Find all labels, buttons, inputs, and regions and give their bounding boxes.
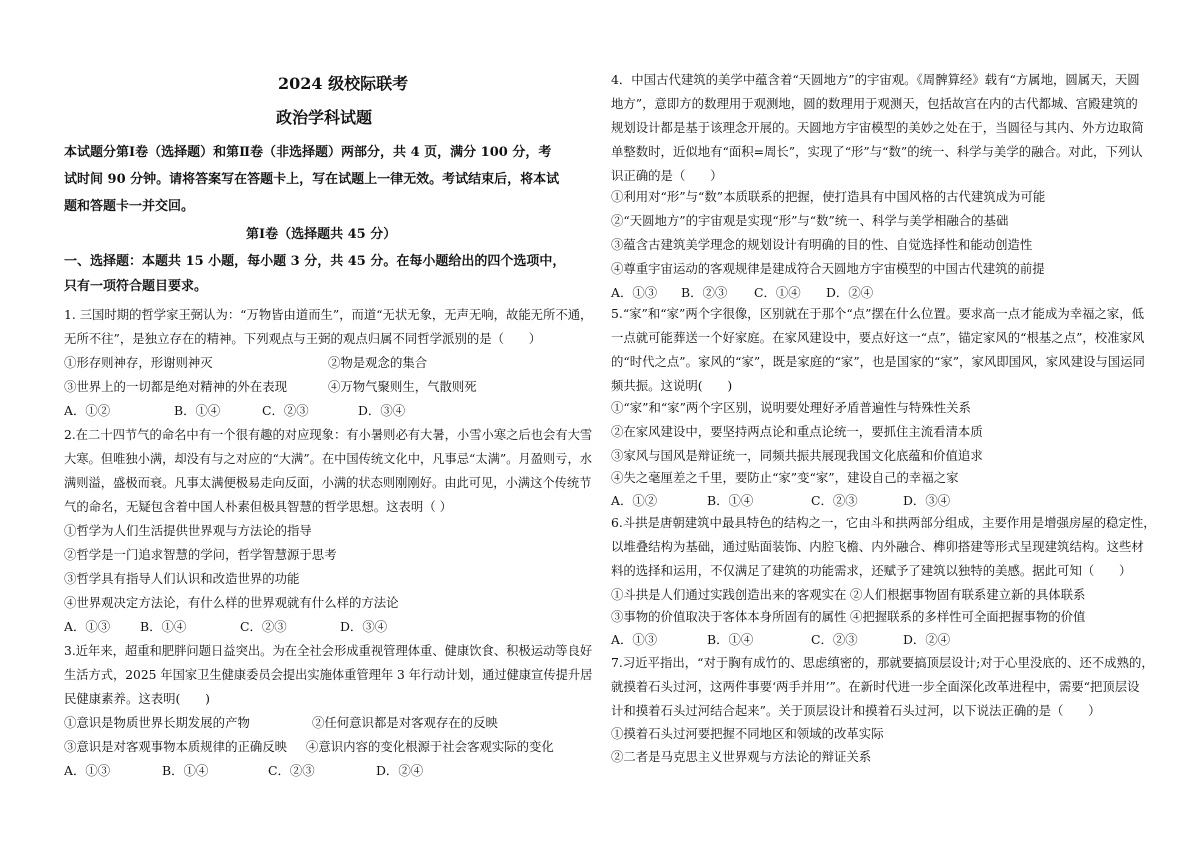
q5-option: ②在家风建设中，要坚持两点论和重点论统一，要抓住主流看清本质 <box>611 424 983 439</box>
q4-answer-d: D．②④ <box>826 285 874 300</box>
q4-stem: 4．中国古代建筑的美学中蕴含着“天圆地方”的宇宙观。《周髀算经》载有“方属地，圆属天，天圆 <box>611 72 1140 87</box>
q3-option: ④意识内容的变化根源于社会客观实际的变化 <box>306 739 554 754</box>
q4-option: ②“天圆地方”的宇宙观是实现“形”与“数”统一、科学与美学相融合的基础 <box>611 213 1009 228</box>
q5-option: ④失之毫厘差之千里，要防止“家”变“家”，建设自己的幸福之家 <box>611 470 959 485</box>
q6-stem: 6.斗拱是唐朝建筑中最具特色的结构之一，它由斗和拱两部分组成，主要作用是增强房屋的稳定性， <box>611 515 1156 530</box>
q7-stem: 7.习近平指出，“对于胸有成竹的、思虑缜密的，那就要搞顶层设计;对于心里没底的、还不成熟的， <box>611 655 1154 670</box>
q5-answer-b: B．①④ <box>707 493 754 508</box>
q6-option: ②人们根据事物固有联系建立新的具体联系 <box>850 587 1086 602</box>
q5-option: ③家风与国风是辩证统一，同频共振共展现我国文化底蕴和价值追求 <box>611 448 983 463</box>
q2-answer-b: B．①④ <box>140 619 187 634</box>
q5-stem: 5.“家”和“家”两个字很像，区别就在于那个“点”摆在什么位置。要求高一点才能成为幸福之家，低 <box>611 306 1145 321</box>
q2-option: ③哲学具有指导人们认识和改造世界的功能 <box>64 571 300 586</box>
q7-option: ②二者是马克思主义世界观与方法论的辩证关系 <box>611 749 872 764</box>
q6-stem: 料的选择和运用，不仅满足了建筑的功能需求，还赋予了建筑以独特的美感。据此可知（ ） <box>611 563 1132 578</box>
q3-option: ①意识是物质世界长期发展的产物 <box>64 715 250 730</box>
q3-stem: 民健康素养。这表明( ) <box>64 691 210 706</box>
q2-option: ②哲学是一门追求智慧的学问，哲学智慧源于思考 <box>64 547 337 562</box>
exam-title: 2024 级校际联考 <box>278 74 409 93</box>
q2-answer-d: D．③④ <box>340 619 388 634</box>
q6-option: ④把握联系的多样性可全面把握事物的价值 <box>850 609 1086 624</box>
q6-answer-a: A．①③ <box>611 632 658 647</box>
q4-stem: 识正确的是（ ） <box>611 168 723 183</box>
q3-answer-a: A．①③ <box>64 763 111 778</box>
q7-stem: 计和摸着石头过河结合起来”。关于顶层设计和摸着石头过河，以下说法正确的是（ ） <box>611 703 1101 718</box>
q2-stem: 大寒。但唯独小满，却没有与之对应的“大满”。在中国传统文化中，凡事忌“太满”。月盈则亏，水 <box>64 452 592 466</box>
q2-answer-a: A．①③ <box>64 619 111 634</box>
intro-line: 题和答题卡一并交回。 <box>64 199 195 214</box>
section-heading: 第Ⅰ卷（选择题共 45 分） <box>246 227 397 242</box>
q3-answer-b: B．①④ <box>162 763 209 778</box>
q6-stem: 以堆叠结构为基础，通过贴面装饰、内腔飞檐、内外融合、榫卯搭建等形式呈现建筑结构。这些材 <box>611 539 1144 554</box>
q5-answer-c: C．②③ <box>811 493 858 508</box>
q1-option: ④万物气聚则生，气散则死 <box>328 379 477 394</box>
q1-option: ①形存则神存，形谢则神灭 <box>64 355 213 370</box>
q1-answer-a: A．①② <box>64 403 111 418</box>
q6-answer-b: B．①④ <box>707 632 754 647</box>
q3-stem: 生活方式，2025 年国家卫生健康委员会提出实施体重管理年 3 年行动计划，通过健康宣传提升居 <box>64 668 593 682</box>
q6-option: ③事物的价值取决于客体本身所固有的属性 <box>611 609 847 624</box>
q1-answer-d: D．③④ <box>358 403 406 418</box>
q4-answer-b: B．②③ <box>681 285 728 300</box>
q1-stem: 1. 三国时期的哲学家王弼认为：“万物皆由道而生”，而道“无状无象，无声无响，故能无所不通， <box>64 308 593 322</box>
q1-answer-b: B．①④ <box>174 403 221 418</box>
q1-answer-c: C．②③ <box>262 403 309 418</box>
q2-stem: 2.在二十四节气的命名中有一个很有趣的对应现象：有小暑则必有大暑，小雪小寒之后也会有大雪 <box>64 428 593 442</box>
q3-answer-c: C．②③ <box>268 763 315 778</box>
q3-option: ②任何意识都是对客观存在的反映 <box>312 715 498 730</box>
q6-answer-d: D．②④ <box>903 632 951 647</box>
q4-stem: 规划设计都是基于该理念开展的。天圆地方宇宙模型的美妙之处在于，当圆径与其内、外方边取简 <box>611 120 1144 135</box>
q4-option: ③蕴含古建筑美学理念的规划设计有明确的目的性、自觉选择性和能动创造性 <box>611 237 1033 252</box>
exam-subtitle: 政治学科试题 <box>276 108 373 127</box>
q7-option: ①摸着石头过河要把握不同地区和领域的改革实际 <box>611 726 884 741</box>
q2-stem: 满则溢，盛极而衰。凡事太满便极易走向反面，小满的状态则刚刚好。由此可见，小满这个传统节 <box>64 476 592 490</box>
q3-answer-d: D．②④ <box>376 763 424 778</box>
q4-option: ④尊重宇宙运动的客观规律是建成符合天圆地方宇宙模型的中国古代建筑的前提 <box>611 261 1045 276</box>
q5-stem: 的“时代之点”。家风的“家”，既是家庭的“家”，也是国家的“家”，家风即国风，家风建设与国运同 <box>611 354 1145 369</box>
intro-line: 本试题分第Ⅰ卷（选择题）和第Ⅱ卷（非选择题）两部分，共 4 页，满分 100 分，考 <box>64 145 552 160</box>
q1-option: ③世界上的一切都是绝对精神的外在表现 <box>64 379 288 394</box>
q6-option: ①斗拱是人们通过实践创造出来的客观实在 <box>611 587 847 602</box>
q4-answer-c: C．①④ <box>754 285 801 300</box>
section-instructions: 只有一项符合题目要求。 <box>64 279 208 294</box>
intro-line: 试时间 90 分钟。请将答案写在答题卡上，写在试题上一律无效。考试结束后，将本试 <box>64 172 560 187</box>
q3-stem: 3.近年来，超重和肥胖问题日益突出。为在全社会形成重视管理体重、健康饮食、积极运动等良好 <box>64 644 593 658</box>
q5-answer-a: A．①② <box>611 493 658 508</box>
q6-answer-c: C．②③ <box>811 632 858 647</box>
q3-option: ③意识是对客观事物本质规律的正确反映 <box>64 739 288 754</box>
q5-stem: 一点就可能葬送一个好家庭。在家风建设中，要点好这一“点”，锚定家风的“根基之点”，校准家风 <box>611 330 1145 345</box>
q4-answer-a: A．①③ <box>611 285 658 300</box>
q2-option: ④世界观决定方法论，有什么样的世界观就有什么样的方法论 <box>64 595 399 610</box>
q5-option: ①“家”和“家”两个字区别，说明要处理好矛盾普遍性与特殊性关系 <box>611 400 971 415</box>
q1-stem: 无所不往”，是独立存在的精神。下列观点与王弼的观点归属不同哲学派别的是（ ） <box>64 331 542 346</box>
q2-stem: 气的命名，无疑包含着中国人朴素但极具智慧的哲学思想。这表明（ ） <box>64 499 453 514</box>
q4-stem: 地方”，意即方的数理用于观测地，圆的数理用于观测天，包括故宫在内的古代都城、宫殿建筑的 <box>611 96 1138 111</box>
section-instructions: 一、选择题：本题共 15 小题，每小题 3 分，共 45 分。在每小题给出的四个选项中， <box>64 254 566 269</box>
q1-option: ②物是观念的集合 <box>328 355 428 370</box>
q4-stem: 单整数时，近似地有“面积=周长”，实现了“形”与“数”的统一、科学与美学的融合。对此，下列认 <box>611 144 1143 159</box>
q4-option: ①利用对“形”与“数”本质联系的把握，使打造具有中国风格的古代建筑成为可能 <box>611 189 1046 204</box>
q2-option: ①哲学为人们生活提供世界观与方法论的指导 <box>64 523 312 538</box>
q7-stem: 就摸着石头过河，这两件事要‘两手并用’”。在新时代进一步全面深化改革进程中，需要“把顶层设 <box>611 679 1140 694</box>
q5-stem: 频共振。这说明( ) <box>611 378 733 393</box>
q2-answer-c: C．②③ <box>240 619 287 634</box>
q5-answer-d: D．③④ <box>903 493 951 508</box>
